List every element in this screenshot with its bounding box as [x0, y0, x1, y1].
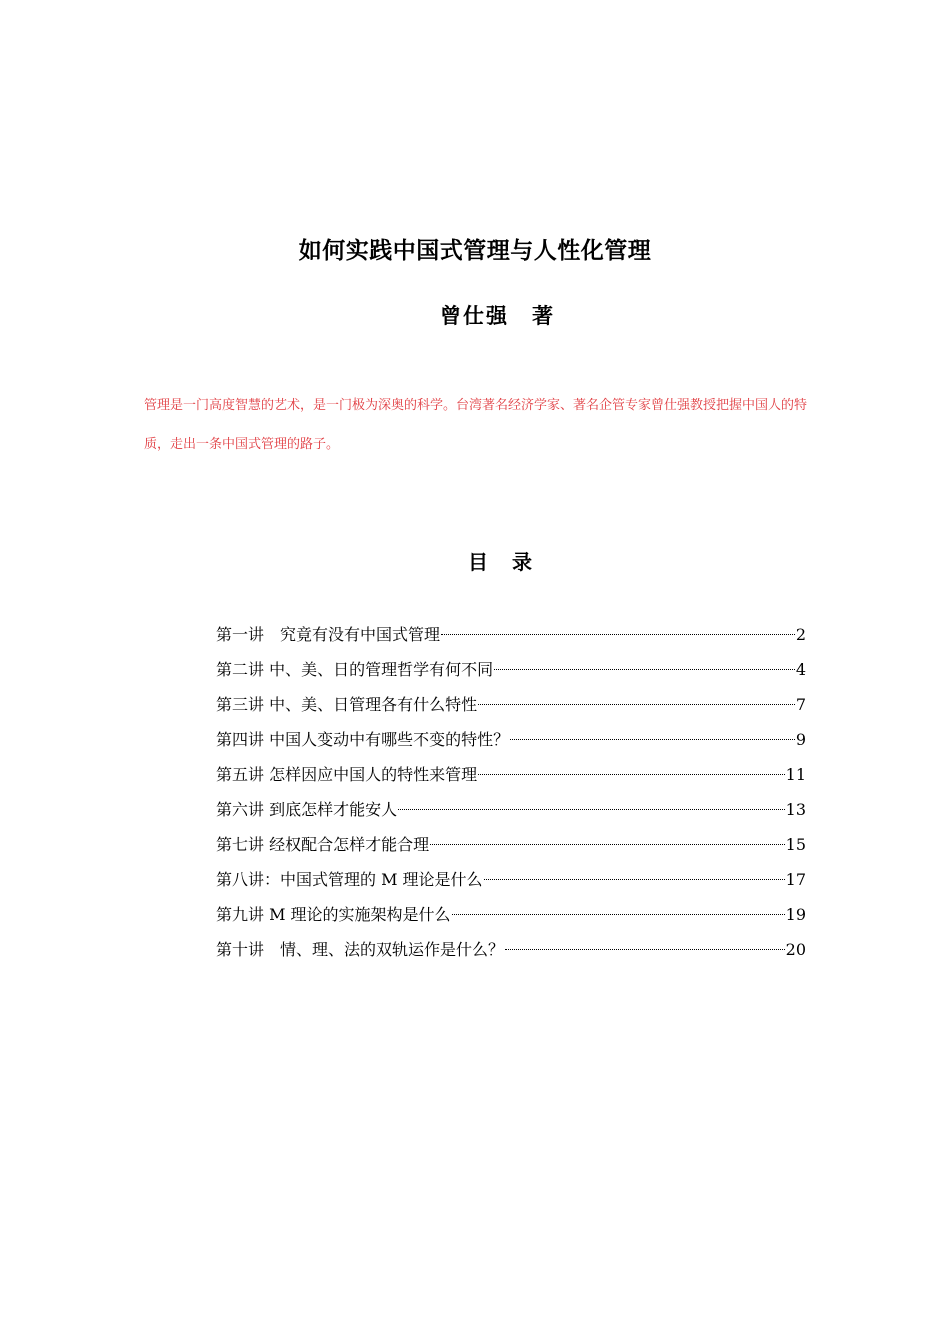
toc-dot-leader [505, 949, 785, 950]
toc-entry[interactable] [216, 760, 806, 795]
toc-dot-leader [484, 879, 785, 880]
toc-dot-leader [452, 914, 785, 915]
toc-entry[interactable] [216, 900, 806, 935]
toc-dot-leader [441, 634, 795, 635]
toc-entry-page: 17 [785, 870, 806, 889]
toc-entry-page: 2 [795, 625, 806, 644]
toc-entry[interactable] [216, 795, 806, 830]
toc-entry[interactable] [216, 725, 806, 760]
toc-dot-leader [478, 704, 795, 705]
toc-entry-page: 4 [795, 660, 806, 679]
toc-entry[interactable] [216, 865, 806, 900]
table-of-contents [216, 620, 806, 970]
toc-entry-label: 第九讲 M 理论的实施架构是什么 [216, 905, 451, 924]
author-line: 曾仕强 著 [440, 304, 555, 328]
toc-dot-leader [510, 739, 795, 740]
toc-dot-leader [430, 844, 785, 845]
toc-entry-label: 第二讲 中、美、日的管理哲学有何不同 [216, 660, 494, 679]
toc-entry[interactable] [216, 935, 806, 970]
toc-entry-label: 第五讲 怎样因应中国人的特性来管理 [216, 765, 478, 784]
toc-entry[interactable] [216, 690, 806, 725]
toc-entry-page: 20 [785, 940, 806, 959]
toc-entry-label: 第八讲：中国式管理的 M 理论是什么 [216, 870, 483, 889]
toc-entry-page: 19 [785, 905, 806, 924]
toc-entry-page: 13 [785, 800, 806, 819]
toc-entry-page: 7 [795, 695, 806, 714]
toc-entry-page: 15 [785, 835, 806, 854]
toc-entry-page: 9 [795, 730, 806, 749]
toc-entry[interactable] [216, 830, 806, 865]
toc-entry-label: 第四讲 中国人变动中有哪些不变的特性？ [216, 730, 510, 749]
toc-dot-leader [398, 809, 785, 810]
intro-paragraph: 管理是一门高度智慧的艺术，是一门极为深奥的科学。台湾著名经济学家、著名企管专家曾仕强教授把握中国人的特质，走出一条中国式管理的路子。 [144, 398, 808, 452]
toc-dot-leader [478, 774, 785, 775]
toc-entry[interactable] [216, 655, 806, 690]
toc-entry-label: 第六讲 到底怎样才能安人 [216, 800, 398, 819]
toc-entry-label: 第七讲 经权配合怎样才能合理 [216, 835, 430, 854]
document-title: 如何实践中国式管理与人性化管理 [298, 238, 652, 264]
toc-entry[interactable] [216, 620, 806, 655]
toc-entry-label: 第三讲 中、美、日管理各有什么特性 [216, 695, 478, 714]
toc-entry-label: 第十讲 情、理、法的双轨运作是什么？ [216, 940, 505, 959]
toc-entry-page: 11 [785, 765, 806, 784]
toc-heading: 目 录 [468, 550, 534, 574]
toc-entry-label: 第一讲 究竟有没有中国式管理 [216, 625, 441, 644]
toc-dot-leader [494, 669, 795, 670]
